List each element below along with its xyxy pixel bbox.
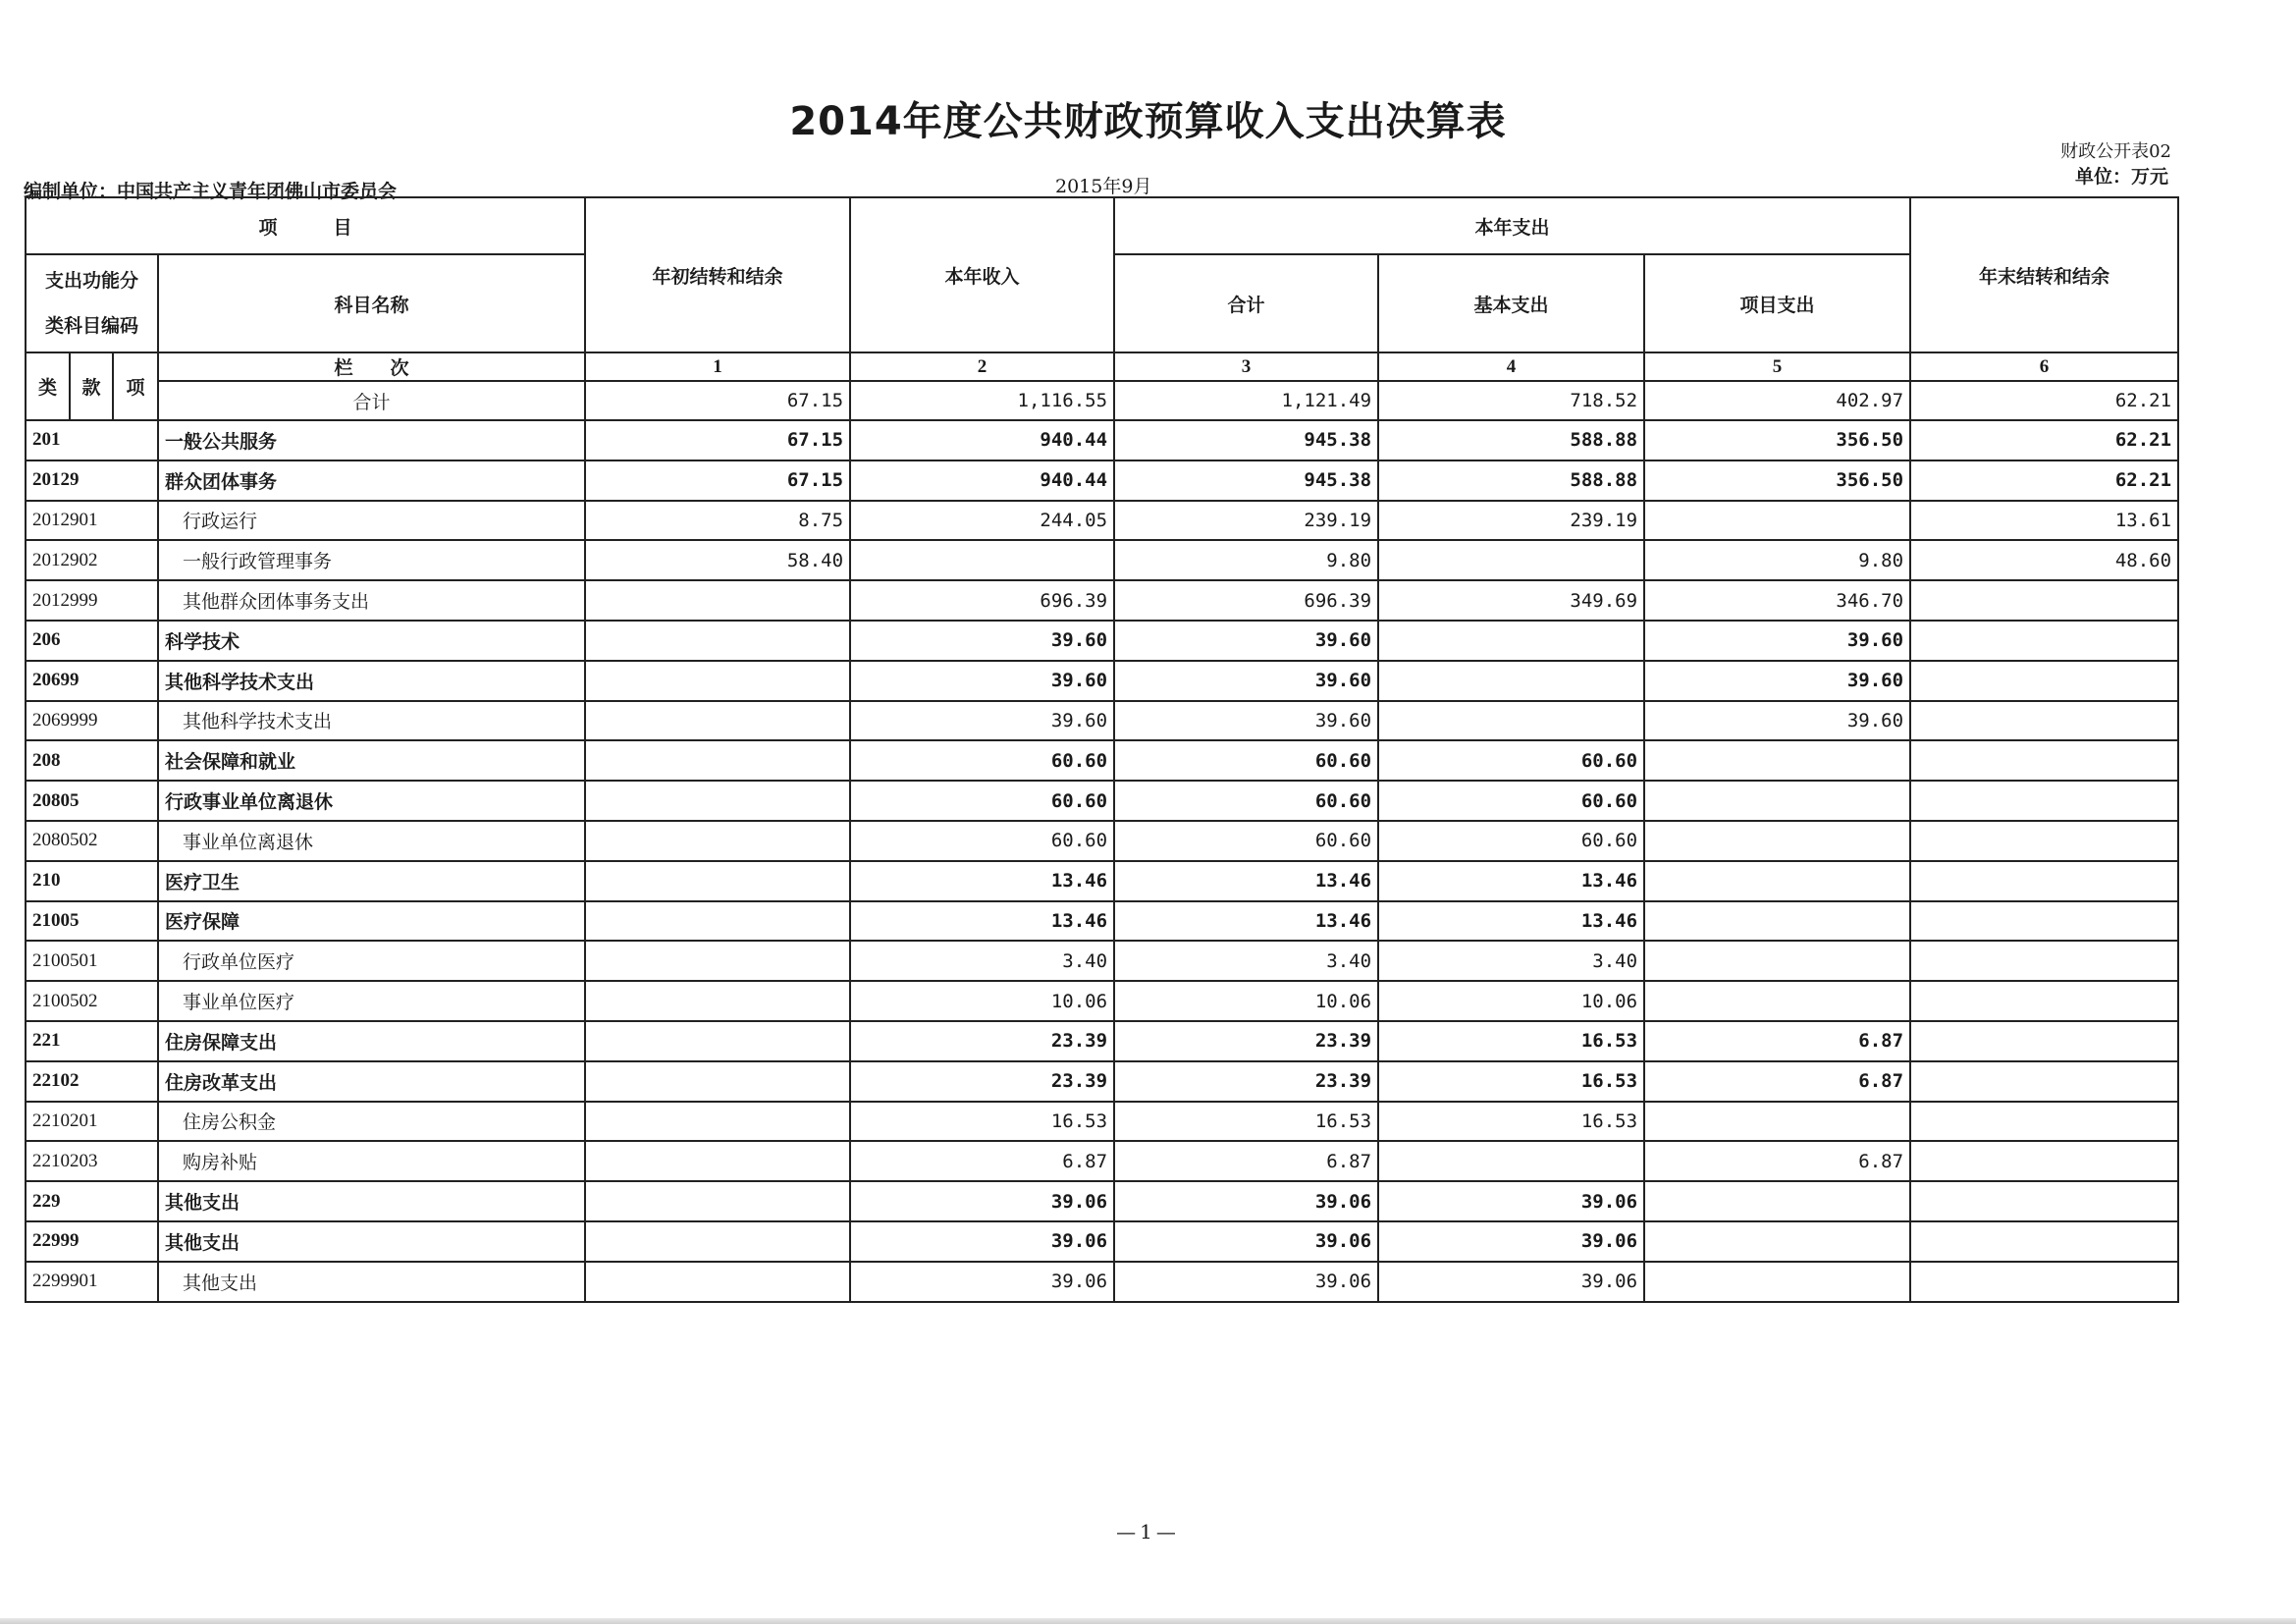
table-row [26,861,2178,901]
header-income: 本年收入 [850,197,1114,352]
row-code: 2299901 [26,1262,158,1302]
table-row [26,1102,2178,1142]
total-value: 1,116.55 [850,381,1114,420]
row-code: 2069999 [26,701,158,741]
header-expense-total: 合计 [1114,254,1378,352]
row-code: 22999 [26,1221,158,1262]
row-value [1644,781,1910,821]
table-row [26,621,2178,661]
row-value: 23.39 [1114,1061,1378,1102]
row-value [1910,1061,2178,1102]
row-value: 39.60 [1114,701,1378,741]
row-value: 696.39 [1114,580,1378,621]
row-value: 60.60 [850,781,1114,821]
row-subject-name: 其他支出 [158,1181,585,1221]
row-value [1644,501,1910,541]
row-code: 2080502 [26,821,158,861]
row-subject-name: 其他群众团体事务支出 [158,580,585,621]
table-row [26,1221,2178,1262]
row-value: 3.40 [850,941,1114,981]
row-value [1910,740,2178,781]
column-number: 6 [1910,352,2178,381]
row-value: 39.06 [1114,1262,1378,1302]
header-subject-name: 科目名称 [158,254,585,352]
row-code: 2012901 [26,501,158,541]
row-value [1378,701,1644,741]
row-subject-name: 行政运行 [158,501,585,541]
row-value: 3.40 [1378,941,1644,981]
row-value: 6.87 [1644,1141,1910,1181]
row-value: 16.53 [1378,1061,1644,1102]
table-row [26,1141,2178,1181]
row-value: 3.40 [1114,941,1378,981]
row-value: 67.15 [585,420,850,460]
table-row [26,1021,2178,1061]
row-code: 208 [26,740,158,781]
row-value: 39.60 [850,701,1114,741]
table-row [26,981,2178,1021]
row-value: 945.38 [1114,420,1378,460]
row-code: 20129 [26,460,158,501]
row-subject-name: 购房补贴 [158,1141,585,1181]
row-value: 13.46 [850,901,1114,942]
row-code: 201 [26,420,158,460]
column-number: 1 [585,352,850,381]
row-code: 2210203 [26,1141,158,1181]
row-value: 13.46 [1378,861,1644,901]
table-row [26,1061,2178,1102]
row-value [585,1102,850,1142]
row-value: 13.61 [1910,501,2178,541]
row-value [585,821,850,861]
row-code: 22102 [26,1061,158,1102]
row-value [585,781,850,821]
form-code: 财政公开表02 [2060,141,2171,162]
row-value [1644,1221,1910,1262]
row-value: 10.06 [850,981,1114,1021]
table-row [26,821,2178,861]
row-value: 588.88 [1378,460,1644,501]
row-value [585,861,850,901]
row-value: 39.06 [850,1221,1114,1262]
row-value [1910,1102,2178,1142]
row-code: 2012902 [26,540,158,580]
row-code: 2210201 [26,1102,158,1142]
row-subject-name: 住房改革支出 [158,1061,585,1102]
row-value [1644,1181,1910,1221]
row-value [1378,1141,1644,1181]
row-value [585,1141,850,1181]
row-value: 239.19 [1378,501,1644,541]
row-value [1910,1262,2178,1302]
row-value: 60.60 [1378,781,1644,821]
row-value [1644,941,1910,981]
row-value [1910,941,2178,981]
row-value: 60.60 [1114,821,1378,861]
row-value: 60.60 [1378,821,1644,861]
column-number: 5 [1644,352,1910,381]
row-value [1910,781,2178,821]
header-func-code-line2: 类科目编码 [44,315,138,337]
row-value: 588.88 [1378,420,1644,460]
header-expense: 本年支出 [1114,197,1910,254]
row-value: 13.46 [1114,901,1378,942]
row-value: 60.60 [850,740,1114,781]
table-row [26,420,2178,460]
row-value: 356.50 [1644,460,1910,501]
row-value: 9.80 [1114,540,1378,580]
row-value: 945.38 [1114,460,1378,501]
table-row [26,501,2178,541]
row-value [1910,621,2178,661]
row-subject-name: 事业单位医疗 [158,981,585,1021]
row-value: 6.87 [1114,1141,1378,1181]
row-subject-name: 医疗卫生 [158,861,585,901]
row-value: 13.46 [850,861,1114,901]
row-code: 210 [26,861,158,901]
row-subject-name: 群众团体事务 [158,460,585,501]
budget-table [25,196,2179,1303]
table-row [26,901,2178,942]
page-number: —1— [1116,1520,1180,1543]
row-value [585,1061,850,1102]
row-value [1644,1262,1910,1302]
total-value: 62.21 [1910,381,2178,420]
row-subject-name: 其他科学技术支出 [158,701,585,741]
row-value: 62.21 [1910,420,2178,460]
table-row [26,661,2178,701]
row-value [1378,661,1644,701]
row-value: 48.60 [1910,540,2178,580]
row-value: 62.21 [1910,460,2178,501]
row-value: 23.39 [850,1061,1114,1102]
row-value [585,621,850,661]
table-body [26,420,2178,1302]
row-value [585,1221,850,1262]
row-code: 221 [26,1021,158,1061]
row-value [1378,540,1644,580]
row-code: 20805 [26,781,158,821]
row-subject-name: 其他科学技术支出 [158,661,585,701]
row-code: 2100502 [26,981,158,1021]
row-value [1644,981,1910,1021]
column-number: 4 [1378,352,1644,381]
table-row [26,941,2178,981]
row-value: 39.06 [1114,1221,1378,1262]
row-value: 6.87 [1644,1021,1910,1061]
row-value: 39.06 [850,1262,1114,1302]
table-row [26,1181,2178,1221]
row-subject-name: 行政单位医疗 [158,941,585,981]
row-value: 16.53 [1114,1102,1378,1142]
document-title: 2014年度公共财政预算收入支出决算表 [789,99,1507,144]
row-value: 60.60 [1114,781,1378,821]
header-beginning-balance: 年初结转和结余 [585,197,850,352]
row-value [1910,701,2178,741]
row-code: 2100501 [26,941,158,981]
organization-label: 编制单位：中国共产主义青年团佛山市委员会 [24,181,398,202]
row-value: 10.06 [1114,981,1378,1021]
row-subject-name: 行政事业单位离退休 [158,781,585,821]
row-value: 39.60 [1644,621,1910,661]
row-value: 239.19 [1114,501,1378,541]
row-value: 67.15 [585,460,850,501]
table-row [26,1262,2178,1302]
row-value [585,1021,850,1061]
row-subject-name: 其他支出 [158,1262,585,1302]
row-value [1910,1021,2178,1061]
table-row [26,460,2178,501]
row-value: 16.53 [1378,1102,1644,1142]
row-value: 39.60 [1114,661,1378,701]
total-value: 67.15 [585,381,850,420]
total-row-label: 合计 [158,381,585,420]
row-value: 60.60 [850,821,1114,861]
row-value [850,540,1114,580]
total-value: 1,121.49 [1114,381,1378,420]
row-value: 13.46 [1378,901,1644,942]
header-expense-basic: 基本支出 [1378,254,1644,352]
row-subject-name: 其他支出 [158,1221,585,1262]
row-subject-name: 科学技术 [158,621,585,661]
row-value [1910,661,2178,701]
row-value [1644,861,1910,901]
row-value: 940.44 [850,460,1114,501]
row-value [585,941,850,981]
row-value: 23.39 [1114,1021,1378,1061]
row-value: 6.87 [850,1141,1114,1181]
row-value: 940.44 [850,420,1114,460]
row-value: 39.60 [850,661,1114,701]
row-value: 13.46 [1114,861,1378,901]
row-subject-name: 一般公共服务 [158,420,585,460]
header-xiang: 项 [113,352,158,420]
unit-label: 单位：万元 [2074,166,2168,188]
row-subject-name: 医疗保障 [158,901,585,942]
header-func-code [26,254,158,352]
scan-edge [0,1618,2296,1624]
row-value [1378,621,1644,661]
row-subject-name: 一般行政管理事务 [158,540,585,580]
row-value: 10.06 [1378,981,1644,1021]
row-code: 229 [26,1181,158,1221]
column-number: 3 [1114,352,1378,381]
row-value [1910,580,2178,621]
row-value [1910,901,2178,942]
row-value: 349.69 [1378,580,1644,621]
row-value: 346.70 [1644,580,1910,621]
row-value [1910,1221,2178,1262]
row-value: 696.39 [850,580,1114,621]
row-value: 39.06 [1114,1181,1378,1221]
row-value [1910,981,2178,1021]
row-value: 16.53 [1378,1021,1644,1061]
row-value: 16.53 [850,1102,1114,1142]
row-value: 39.60 [1114,621,1378,661]
row-value [585,661,850,701]
row-subject-name: 社会保障和就业 [158,740,585,781]
row-value [1644,1102,1910,1142]
row-value: 60.60 [1378,740,1644,781]
header-expense-project: 项目支出 [1644,254,1910,352]
total-value: 402.97 [1644,381,1910,420]
row-value [585,1262,850,1302]
row-subject-name: 事业单位离退休 [158,821,585,861]
header-lei: 类 [26,352,70,420]
row-value: 39.60 [1644,661,1910,701]
row-value: 60.60 [1114,740,1378,781]
row-value: 58.40 [585,540,850,580]
row-value [1644,901,1910,942]
row-value [585,901,850,942]
table-row [26,540,2178,580]
row-value: 39.06 [1378,1262,1644,1302]
row-value [1910,821,2178,861]
row-value [585,740,850,781]
total-value: 718.52 [1378,381,1644,420]
row-value: 8.75 [585,501,850,541]
header-kuan: 款 [70,352,113,420]
header-item: 项 目 [26,197,585,254]
row-value [1644,740,1910,781]
column-number: 2 [850,352,1114,381]
row-value: 356.50 [1644,420,1910,460]
date-label: 2015年9月 [1055,176,1152,197]
row-value: 6.87 [1644,1061,1910,1102]
row-value: 39.06 [1378,1181,1644,1221]
row-value [585,701,850,741]
row-value: 39.06 [850,1181,1114,1221]
row-value [585,1181,850,1221]
row-code: 2012999 [26,580,158,621]
row-subject-name: 住房保障支出 [158,1021,585,1061]
row-value: 9.80 [1644,540,1910,580]
row-value: 39.06 [1378,1221,1644,1262]
row-value: 23.39 [850,1021,1114,1061]
row-value [585,580,850,621]
row-value [1910,861,2178,901]
row-value: 244.05 [850,501,1114,541]
row-code: 21005 [26,901,158,942]
row-value [1910,1141,2178,1181]
row-code: 206 [26,621,158,661]
row-value [1644,821,1910,861]
table-row [26,781,2178,821]
header-lan-ci: 栏 次 [158,352,585,381]
row-code: 20699 [26,661,158,701]
row-value: 39.60 [1644,701,1910,741]
row-subject-name: 住房公积金 [158,1102,585,1142]
row-value: 39.60 [850,621,1114,661]
row-value [585,981,850,1021]
table-row [26,701,2178,741]
header-func-code-line1: 支出功能分 [44,270,138,292]
row-value [1910,1181,2178,1221]
table-row [26,740,2178,781]
table-row [26,580,2178,621]
header-ending-balance: 年末结转和结余 [1910,197,2178,352]
